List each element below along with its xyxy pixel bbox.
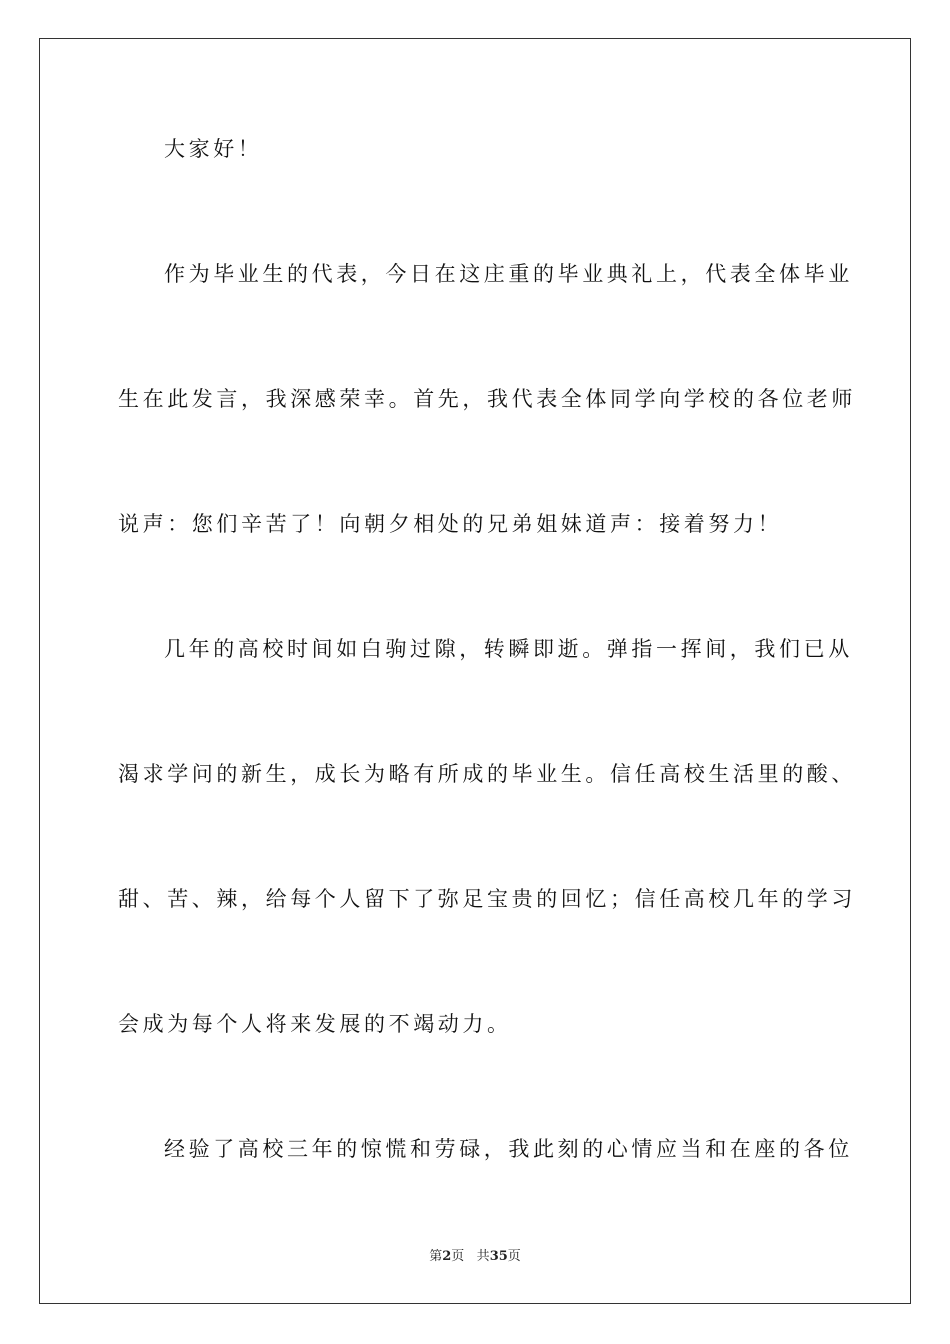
text-line: 甜、苦、辣，给每个人留下了弥足宝贵的回忆；信任高校几年的学习	[118, 887, 856, 911]
text-line: 生在此发言，我深感荣幸。首先，我代表全体同学向学校的各位老师	[118, 387, 856, 411]
page-prefix: 第	[429, 1249, 443, 1264]
text-line: 会成为每个人将来发展的不竭动力。	[118, 1012, 512, 1036]
total-suffix: 页	[507, 1249, 521, 1264]
text-line: 几年的高校时间如白驹过隙，转瞬即逝。弹指一挥间，我们已从	[164, 637, 853, 661]
page-suffix: 页	[451, 1249, 465, 1264]
text-line: 说声：您们辛苦了！向朝夕相处的兄弟姐妹道声：接着努力！	[118, 512, 783, 536]
page-frame	[39, 38, 911, 1304]
page-footer	[0, 1248, 950, 1266]
text-line: 作为毕业生的代表，今日在这庄重的毕业典礼上，代表全体毕业	[164, 262, 853, 286]
text-line-greeting: 大家好！	[164, 137, 263, 161]
text-line: 经验了高校三年的惊慌和劳碌，我此刻的心情应当和在座的各位	[164, 1137, 853, 1161]
text-line: 渴求学问的新生，成长为略有所成的毕业生。信任高校生活里的酸、	[118, 762, 856, 786]
page-number: 2	[442, 1249, 452, 1264]
total-pages: 35	[489, 1249, 508, 1264]
total-prefix: 共	[476, 1249, 490, 1264]
